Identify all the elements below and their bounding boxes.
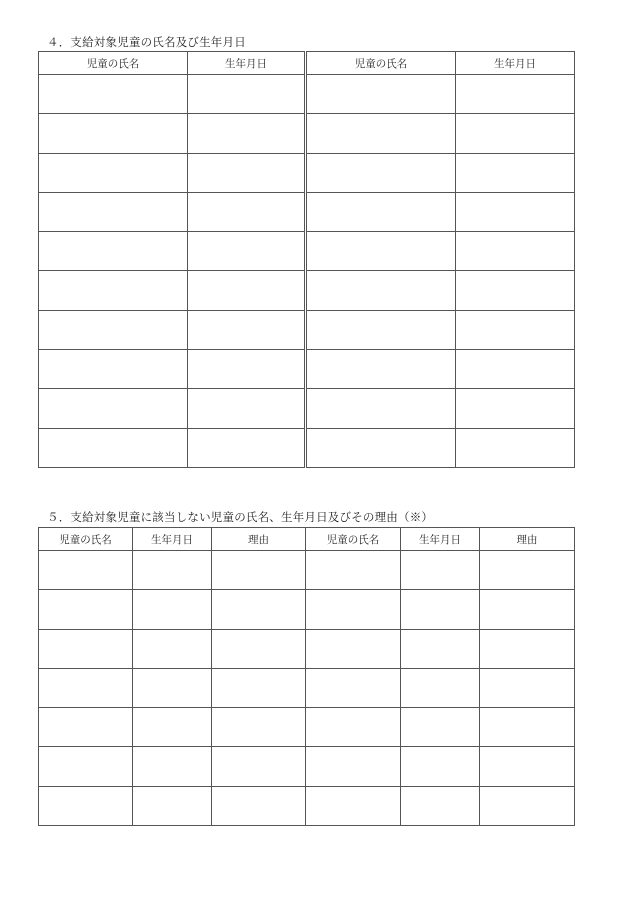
reason-cell[interactable] <box>212 629 306 668</box>
child-name-cell[interactable] <box>306 310 456 349</box>
birthdate-cell[interactable] <box>456 192 575 231</box>
child-name-cell[interactable] <box>306 786 401 825</box>
child-name-cell[interactable] <box>39 786 133 825</box>
child-name-cell[interactable] <box>39 114 188 153</box>
birthdate-cell[interactable] <box>188 153 306 192</box>
excluded-children-table <box>38 527 575 826</box>
birthdate-cell[interactable] <box>188 428 306 467</box>
header-birthdate: 生年月日 <box>456 52 575 75</box>
birthdate-cell[interactable] <box>456 232 575 271</box>
table-row <box>39 668 575 707</box>
child-name-cell[interactable] <box>306 590 401 629</box>
child-name-cell[interactable] <box>39 271 188 310</box>
birthdate-cell[interactable] <box>188 310 306 349</box>
header-reason: 理由 <box>212 528 306 551</box>
table-row <box>39 786 575 825</box>
table-row <box>39 192 575 231</box>
table-row <box>39 708 575 747</box>
birthdate-cell[interactable] <box>401 747 480 786</box>
child-name-cell[interactable] <box>39 75 188 114</box>
child-name-cell[interactable] <box>306 551 401 590</box>
reason-cell[interactable] <box>480 708 575 747</box>
child-name-cell[interactable] <box>306 747 401 786</box>
birthdate-cell[interactable] <box>188 75 306 114</box>
child-name-cell[interactable] <box>39 629 133 668</box>
reason-cell[interactable] <box>480 551 575 590</box>
table-row <box>39 428 575 467</box>
birthdate-cell[interactable] <box>401 786 480 825</box>
reason-cell[interactable] <box>212 668 306 707</box>
header-child-name: 児童の氏名 <box>39 52 188 75</box>
birthdate-cell[interactable] <box>188 232 306 271</box>
child-name-cell[interactable] <box>39 551 133 590</box>
children-table-body <box>39 75 575 468</box>
header-birthdate: 生年月日 <box>188 52 306 75</box>
reason-cell[interactable] <box>212 786 306 825</box>
child-name-cell[interactable] <box>39 668 133 707</box>
birthdate-cell[interactable] <box>133 708 212 747</box>
child-name-cell[interactable] <box>306 428 456 467</box>
birthdate-cell[interactable] <box>401 590 480 629</box>
child-name-cell[interactable] <box>39 232 188 271</box>
section-5-title: ５．支給対象児童に該当しない児童の氏名、生年月日及びその理由（※） <box>47 510 434 524</box>
child-name-cell[interactable] <box>39 747 133 786</box>
birthdate-cell[interactable] <box>133 786 212 825</box>
table-header-row <box>39 52 575 75</box>
excluded-children-table-body <box>39 551 575 826</box>
reason-cell[interactable] <box>480 747 575 786</box>
birthdate-cell[interactable] <box>401 629 480 668</box>
birthdate-cell[interactable] <box>456 153 575 192</box>
table-row <box>39 75 575 114</box>
reason-cell[interactable] <box>480 590 575 629</box>
birthdate-cell[interactable] <box>188 114 306 153</box>
birthdate-cell[interactable] <box>456 428 575 467</box>
section-4-title: ４．支給対象児童の氏名及び生年月日 <box>47 35 246 49</box>
child-name-cell[interactable] <box>306 271 456 310</box>
reason-cell[interactable] <box>212 551 306 590</box>
child-name-cell[interactable] <box>39 708 133 747</box>
table-row <box>39 590 575 629</box>
child-name-cell[interactable] <box>306 232 456 271</box>
reason-cell[interactable] <box>212 590 306 629</box>
child-name-cell[interactable] <box>39 350 188 389</box>
table-row <box>39 629 575 668</box>
birthdate-cell[interactable] <box>456 114 575 153</box>
table-row <box>39 747 575 786</box>
birthdate-cell[interactable] <box>188 192 306 231</box>
reason-cell[interactable] <box>480 629 575 668</box>
table-row <box>39 310 575 349</box>
child-name-cell[interactable] <box>306 153 456 192</box>
birthdate-cell[interactable] <box>456 75 575 114</box>
table-row <box>39 232 575 271</box>
child-name-cell[interactable] <box>39 310 188 349</box>
header-child-name: 児童の氏名 <box>39 528 133 551</box>
birthdate-cell[interactable] <box>133 747 212 786</box>
table-row <box>39 114 575 153</box>
reason-cell[interactable] <box>212 708 306 747</box>
child-name-cell[interactable] <box>306 629 401 668</box>
birthdate-cell[interactable] <box>188 350 306 389</box>
table-row <box>39 271 575 310</box>
child-name-cell[interactable] <box>39 153 188 192</box>
reason-cell[interactable] <box>480 668 575 707</box>
birthdate-cell[interactable] <box>456 389 575 428</box>
table-row <box>39 153 575 192</box>
header-child-name: 児童の氏名 <box>306 528 401 551</box>
birthdate-cell[interactable] <box>133 551 212 590</box>
children-table <box>38 51 575 468</box>
birthdate-cell[interactable] <box>133 629 212 668</box>
header-birthdate: 生年月日 <box>133 528 212 551</box>
birthdate-cell[interactable] <box>188 389 306 428</box>
header-reason: 理由 <box>480 528 575 551</box>
birthdate-cell[interactable] <box>401 708 480 747</box>
birthdate-cell[interactable] <box>456 310 575 349</box>
birthdate-cell[interactable] <box>456 350 575 389</box>
birthdate-cell[interactable] <box>456 271 575 310</box>
header-birthdate: 生年月日 <box>401 528 480 551</box>
child-name-cell[interactable] <box>39 590 133 629</box>
reason-cell[interactable] <box>212 747 306 786</box>
child-name-cell[interactable] <box>306 708 401 747</box>
birthdate-cell[interactable] <box>133 590 212 629</box>
child-name-cell[interactable] <box>306 192 456 231</box>
child-name-cell[interactable] <box>39 389 188 428</box>
header-child-name: 児童の氏名 <box>306 52 456 75</box>
table-row <box>39 350 575 389</box>
child-name-cell[interactable] <box>306 668 401 707</box>
child-name-cell[interactable] <box>306 350 456 389</box>
birthdate-cell[interactable] <box>401 668 480 707</box>
child-name-cell[interactable] <box>306 75 456 114</box>
table-row <box>39 389 575 428</box>
birthdate-cell[interactable] <box>401 551 480 590</box>
table-row <box>39 551 575 590</box>
child-name-cell[interactable] <box>306 389 456 428</box>
reason-cell[interactable] <box>480 786 575 825</box>
child-name-cell[interactable] <box>39 192 188 231</box>
birthdate-cell[interactable] <box>188 271 306 310</box>
table-header-row <box>39 528 575 551</box>
child-name-cell[interactable] <box>306 114 456 153</box>
birthdate-cell[interactable] <box>133 668 212 707</box>
child-name-cell[interactable] <box>39 428 188 467</box>
